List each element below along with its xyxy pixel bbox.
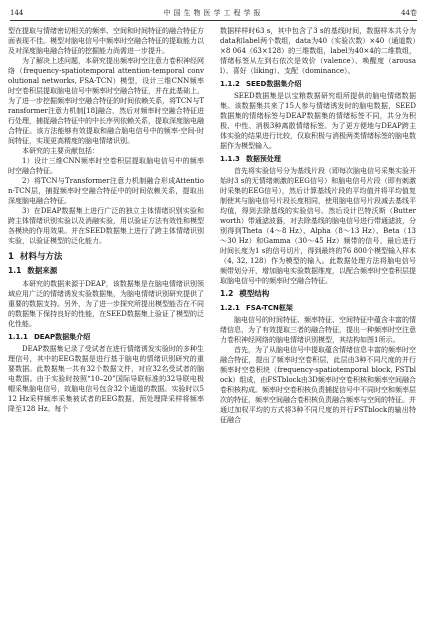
running-header	[10, 6, 417, 21]
section-title: 数据预处理	[245, 155, 281, 163]
section-number: 1.1	[8, 266, 22, 275]
section-1-2-heading	[220, 289, 416, 300]
section-title: SEED数据集介绍	[245, 80, 302, 88]
journal-title: 中国生物医学工程学报	[163, 9, 264, 17]
section-number: 1.1.3	[220, 155, 240, 163]
section-1-1-3-heading	[220, 154, 416, 164]
section-1-1-1-heading	[8, 332, 204, 342]
fsa-tcn-paragraph-2: 首先，为了从脑电信号中提取蕴含情绪信息丰富的频率时空融合特征，提出了频率时空卷积层，此层由3种不同尺度的并行频率时空卷积块（frequency-spatiotemporal block, FSTblock）组成，由FSTblock由3D频率时空卷积核和频率空间融合卷积核构成。频率时空卷积核负责捕捉信号中不同时空和频率层次的特征，频率空间融合卷积核负责融合频率与空间的特征。并通过加权平均的方式将3种不同尺度的并行FSTblock的输出特征融合	[220, 345, 416, 424]
section-1-1-heading	[8, 266, 204, 277]
preprocess-paragraph: 首先将实验信号分为基线片段（即每次脑电信号采集实验开始时3 s的无情绪刺激的EEG信号）和脑电信号片段（即有刺激时采集的EEG信号），然后计算基线片段的平均值并将平均值复制使其与脑电信号片段长度相同，使用脑电信号片段减去基线平均值，得到去除基线的实验信号。然后设计巴特沃斯（Butterworth）带通滤波器，对去除基线的脑电信号进行带通滤波，分别得到Theta（4～8 Hz）、Alpha（8～13 Hz）、Beta（13～30 Hz）和Gamma（30～45 Hz）频带的信号，最后进行时间长度为1 s的信号切片，得到最终的76 800个模型输入样本（4, 32, 128）作为模型的输入。此数据处理方法将脑电信号频带划分开，增加脑电实验数据维度，以配合频率时空卷积层提取脑电信号中的频率时空融合特征。	[220, 167, 416, 285]
section-title: DEAP数据集介绍	[33, 332, 91, 341]
seed-paragraph: SEED数据集是以宝粮数据研究组所提供的脑电情绪数据集。该数据集共来了15人参与情绪诱发时的脑电数据，SEED数据集的情绪标签与DEAP数据集的情绪标签不同，共分为积极、中性、消极3种离散情绪标签。为了更方便地与DEAP跨主体实验的结果进行比较，仅取积极与消极两类情绪标签的脑电数据作为模型输入。	[220, 92, 416, 150]
section-number: 1.1.1	[8, 332, 28, 341]
intro-continuation: 型在提取与情绪密切相关的频率、空间和时间特征的融合特征方面表现不佳。模型对脑电信号中频率时空融合特征的提取能力以及对深度脑电融合特征的挖掘能力尚需进一步提升。	[8, 27, 204, 55]
volume-label: 44卷	[401, 9, 417, 17]
deap-continuation: 数据样样时63 s，其中包含了3 s的基线时间，数据样本共分为data和label两个数组，data为40（实验次数）×40（通道数）×8 064（63×128）的三维数组，label为40×4的二维数组，情绪标签从左到右依次是效价（valence）、唤醒度（arousal）、喜好（liking）、支配（dominance）。	[220, 27, 416, 75]
section-number: 1.2.1	[220, 303, 240, 312]
section-title: 数据来源	[27, 266, 58, 275]
page-number: 144	[10, 9, 24, 17]
section-1-heading	[8, 251, 204, 263]
section-1-2-1-heading	[220, 303, 416, 313]
section-title: FSA-TCN框架	[245, 303, 293, 312]
section-number: 1.1.2	[220, 80, 240, 88]
left-column	[8, 26, 204, 414]
section-title: 材料与方法	[19, 252, 63, 262]
proposal-paragraph: 为了解决上述问题，本研究提出频率时空注意力卷积神经网络（frequency-spatiotemporal attention-temporal convolutional networks, FSA-TCN）模型，设计三维CNN频率时空卷积层提取脑电信号中频率时空融合特征，并在此基础上，为了进一步挖掘频率时空融合特征的时间依赖关系，将TCN与Transformer注意力机制[18]融合，然后对频率时空融合特征进行处理，捕捉融合特征中的中长序列依赖关系，提取深度脑电融合特征。该方法能够有效提取和融合脑电信号中的频率-空间-时间特征，实现更高精度的脑电情绪识别。	[8, 57, 204, 145]
fsa-tcn-paragraph-1: 脑电信号的时间特征、频率特征、空间特征中蕴含丰富的情绪信息，为了有效提取三者的融合特征，提出一种频率时空注意力卷积神经网络的脑电情绪识别模型，其结构如图1所示。	[220, 315, 416, 344]
section-title: 模型结构	[239, 289, 270, 298]
deap-paragraph: DEAP数据集记录了受试者在进行情绪诱发实验时的多种生理信号，其中的EEG数据是进行基于脑电的情绪识别研究的重要数据。此数据集一共有32个数据文件，对应32名受试者的脑电数据。由于实验时按照“10–20”国际导联标准的32导联电极帽采集脑电信号，故脑电信号包含32个通道的数据。实验时以512 Hz采样频率采集被试者的EEG数据，预处理降采样将频率降至128 Hz。每个	[8, 344, 204, 413]
right-column	[220, 26, 416, 425]
section-number: 1.2	[220, 289, 234, 298]
section-1-1-2-heading	[220, 79, 416, 89]
data-source-paragraph: 本研究的数据来源于DEAP，该数据集是在脑电情绪识别领域应用广泛的情绪诱发实验数据集，为脑电情绪识别研究提供了重要的数据支持。另外，为了进一步探究所提出模型能否在不同的数据集下保持良好的性能，在SEED数据集上验证了模型的泛化性能。	[8, 279, 204, 328]
contribution-2: 2）将TCN与Transformer注意力机制融合形成Attention-TCN层，捕捉频率时空融合特征中的时间依赖关系，提取出深度脑电融合特征。	[8, 177, 204, 205]
contributions-intro: 本研究的主要贡献包括：	[22, 147, 99, 155]
contribution-1: 1）设计三维CNN频率时空卷积层提取脑电信号中的频率时空融合特征。	[8, 157, 204, 175]
section-number: 1	[8, 252, 14, 262]
contribution-3: 3）在DEAP数据集上进行广泛的独立主体情绪识别实验和跨主体情绪识别实验以及消融实验，用以验证方法有效性和模型各模块的作用效果。并在SEED数据集上进行了跨主体情绪识别实验，以验证模型的泛化能力。	[8, 207, 204, 245]
